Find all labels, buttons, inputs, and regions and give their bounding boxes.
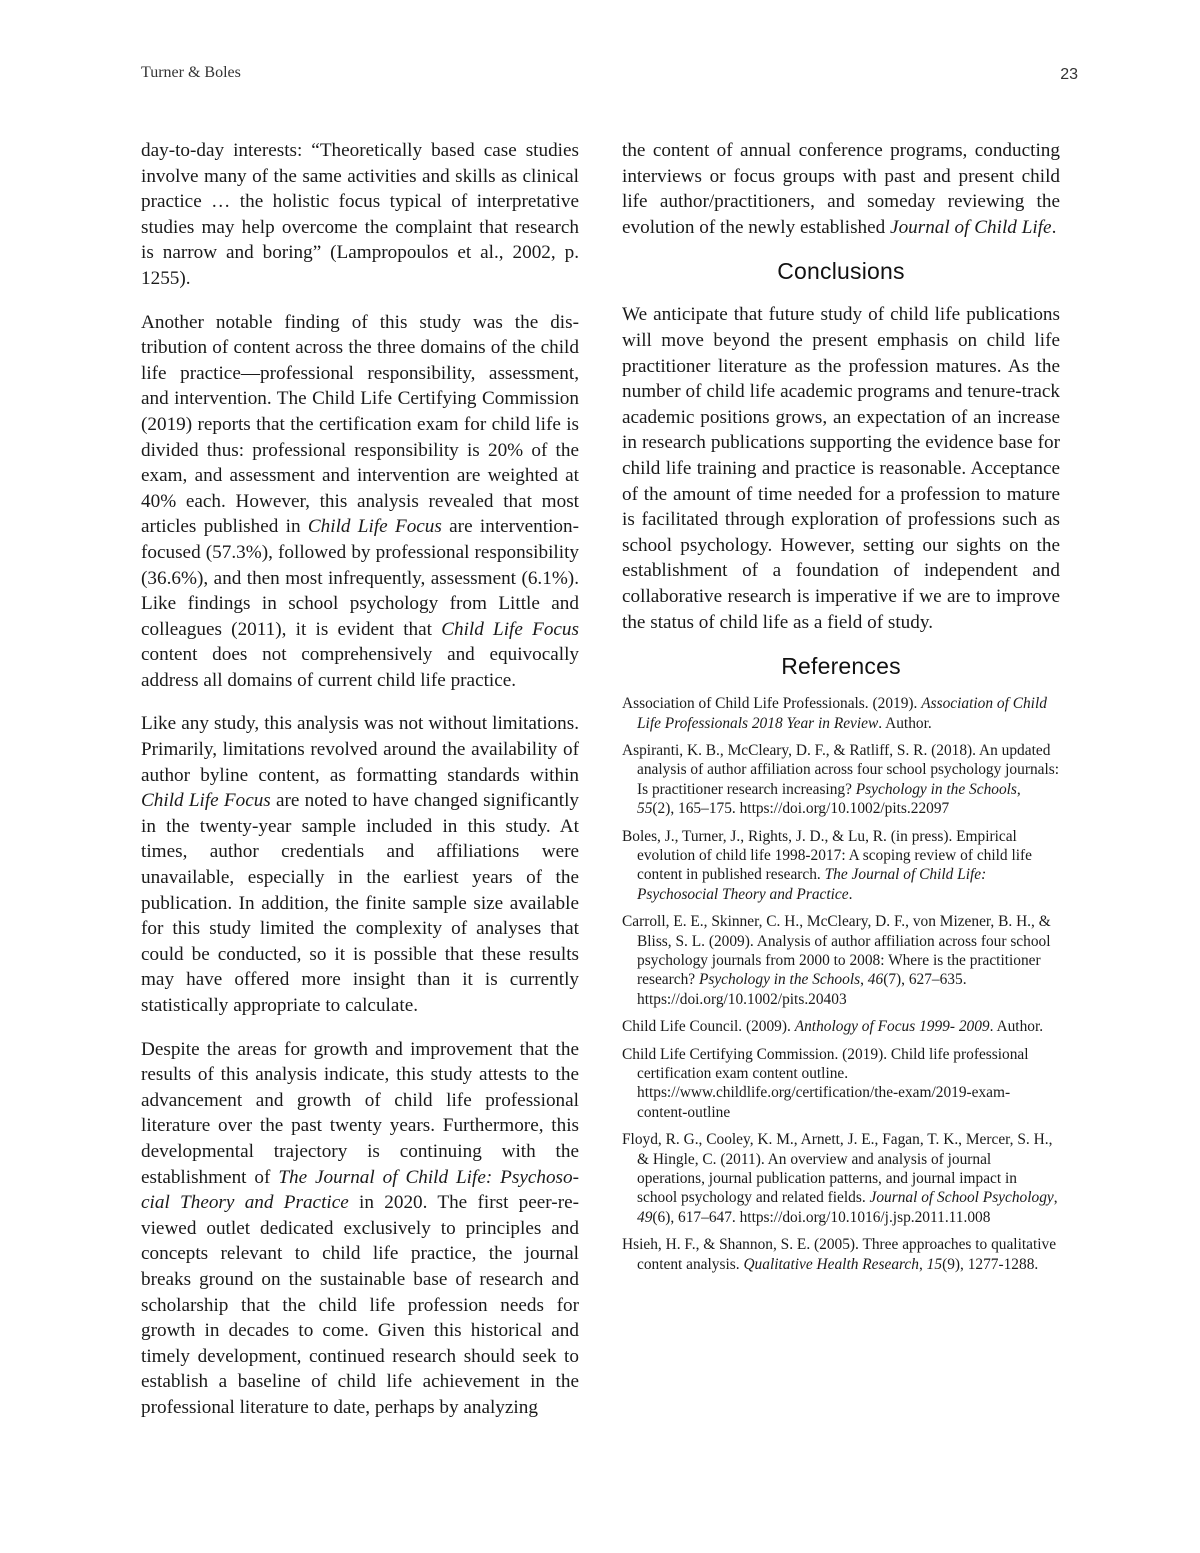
paragraph-text: . xyxy=(1051,216,1057,238)
reference-text: . Author. xyxy=(878,714,932,732)
reference-text: , xyxy=(1053,1189,1058,1207)
reference-volume: 55 xyxy=(637,800,653,818)
reference-text: , xyxy=(918,1255,927,1273)
reference-title: Journal of School Psychology xyxy=(869,1189,1054,1207)
reference-volume: 46 xyxy=(867,971,884,989)
italic-title: Child Life Focus xyxy=(141,790,271,812)
paragraph-text: content does not comprehensively and equivocally address all domains of current child life practice. xyxy=(141,644,579,691)
reference-title: Psychology in the Schools xyxy=(855,780,1017,798)
reference-entry xyxy=(622,1235,1060,1274)
reference-text: , xyxy=(1016,780,1021,798)
body-paragraph xyxy=(141,310,579,694)
reference-entry xyxy=(622,1130,1060,1227)
paragraph-text: day-to-day interests: “Theoretically based case studies involve many of the same activities and skills as clinical practice … the holistic focus typical of interpretative studies may help overcome the complaint that research is narrow and boring” (Lampropoulos et al., 2002, p. 1255). xyxy=(141,140,579,289)
paragraph-text: Despite the areas for growth and improvement that the results of this analysis indicate, this study attests to the advancement and growth of child life professional literature over the past twenty years. Furthermore, this developmental trajectory is continuing with the establishment of xyxy=(141,1038,579,1188)
reference-text: Hsieh, H. F., & Shannon, S. E. (2005). Three approaches to qualitative content analysis. xyxy=(622,1236,1057,1273)
reference-title: The Journal of Child Life: Psychosocial Theory and Practice xyxy=(637,866,987,903)
reference-text: Aspiranti, K. B., McCleary, D. F., & Ratliff, S. R. (2018). An updated analysis of author affiliation across four school psychology journals: Is practitioner research increasing? xyxy=(622,741,1060,798)
reference-text: Floyd, R. G., Cooley, K. M., Arnett, J. E., Fagan, T. K., Mercer, S. H., & Hingle, C. (2011). An overview and analysis of journal operations, journal publication patterns, and journal impact in school psychology and related fields. xyxy=(622,1131,1053,1207)
italic-title: Child Life Focus xyxy=(441,618,579,640)
italic-title: The Journal of Child Life: Psychosocial Theory and Practice xyxy=(141,1166,580,1214)
paragraph-text: in 2020. The first peer-reviewed outlet dedicated exclusively to principles and concepts relevant to child life practice, the journal breaks ground on the sustainable base of research and scholarship that the child life profession needs for growth in decades to come. Given this historical and timely development, continued research should seek to establish a baseline of child life achievement in the professional literature to date, perhaps by analyzing xyxy=(141,1192,579,1418)
reference-text: (6), 617–647. https://doi.org/10.1016/j.jsp.2011.11.008 xyxy=(652,1208,991,1226)
paragraph-text: the content of annual conference programs, conducting interviews or focus groups with past and present child life author/practitioners, and someday reviewing the evolution of the newly established xyxy=(622,140,1060,238)
reference-entry xyxy=(622,1017,1060,1036)
paragraph-text: are intervention-focused (57.3%), followed by professional responsibility (36.6%), and then most infrequently, assessment (6.1%). Like findings in school psychology from Little and colleagues (2011), it is evident that xyxy=(141,516,579,640)
reference-title: Association of Child Life Professionals 2018 Year in Review xyxy=(637,695,1047,732)
reference-entry xyxy=(622,1045,1060,1123)
reference-text: Child Life Council. (2009). xyxy=(622,1018,795,1036)
right-column xyxy=(622,138,1060,1282)
reference-title: Psychology in the Schools xyxy=(698,971,861,989)
body-paragraph xyxy=(141,711,579,1018)
reference-text: , xyxy=(860,971,868,989)
reference-text: (2), 165–175. https://doi.org/10.1002/pits.22097 xyxy=(652,800,950,818)
italic-title: Journal of Child Life xyxy=(890,216,1052,238)
body-paragraph xyxy=(141,1037,579,1421)
reference-text: . Author. xyxy=(989,1018,1044,1036)
reference-text: Association of Child Life Professionals. (2019). xyxy=(622,695,922,713)
references-heading: References xyxy=(781,653,901,680)
reference-text: Child Life Certifying Commission. (2019). Child life professional certification exam content outline. https://www.childlife.org/certification/the-exam/2019-exam-content-outline xyxy=(622,1045,1029,1121)
left-column xyxy=(141,138,579,1439)
reference-title: Qualitative Health Research xyxy=(743,1255,919,1273)
reference-entry xyxy=(622,694,1060,733)
conclusions-heading: Conclusions xyxy=(777,258,905,285)
reference-volume: 49 xyxy=(637,1208,653,1226)
paragraph-text: We anticipate that future study of child life publications will move beyond the present emphasis on child life practitioner literature as the profession matures. As the number of child life academic programs and tenure-track academic positions grows, an expectation of an increase in research publications supporting the evidence base for child life training and practice is reasonable. Acceptance of the amount of time needed for a profession to mature is facilitated through exploration of professions such as school psychology. However, setting our sights on the establishment of a foundation of independent and collaborative research is imperative if we are to improve the status of child life as a field of study. xyxy=(622,304,1060,633)
page-number: 23 xyxy=(1060,66,1078,83)
reference-text: Boles, J., Turner, J., Rights, J. D., & Lu, R. (in press). Empirical evolution of child life 1998-2017: A scoping review of child life content in published research. xyxy=(622,827,1032,884)
body-paragraph xyxy=(622,138,1060,240)
reference-volume: 15 xyxy=(926,1255,943,1273)
reference-entry xyxy=(622,741,1060,819)
paragraph-text: Another notable finding of this study was the distribution of content across the three domains of the child life practice—professional responsibility, assessment, and intervention. The Child Life Certifying Commission (2019) reports that the certification exam for child life is divided thus: professional responsibility is 20% of the exam, and assessment and intervention are weighted at 40% each. However, this analysis revealed that most articles published in xyxy=(141,311,579,538)
reference-entry xyxy=(622,827,1060,905)
paragraph-text: are noted to have changed significantly in the twenty-year sample included in this study. At times, author credentials and affiliations were unavailable, especially in the earliest years of the publication. In addition, the finite sample size available for this study limited the complexity of analyses that could be conducted, so it is possible that these results may have offered more insight than it is currently statistically appropriate to calculate. xyxy=(141,790,579,1016)
body-paragraph xyxy=(141,138,579,292)
reference-title: Anthology of Focus 1999- 2009 xyxy=(794,1018,990,1036)
italic-title: Child Life Focus xyxy=(307,516,442,538)
reference-entry xyxy=(622,912,1060,1009)
conclusions-paragraph xyxy=(622,302,1060,635)
reference-text: (7), 627–635. https://doi.org/10.1002/pits.20403 xyxy=(637,971,967,1008)
reference-text: . xyxy=(848,885,853,903)
running-head: Turner & Boles xyxy=(141,64,241,81)
reference-list xyxy=(622,694,1060,1274)
reference-text: (9), 1277-1288. xyxy=(942,1255,1039,1273)
paragraph-text: Like any study, this analysis was not without limitations. Primarily, limitations revolved around the availability of author byline content, as formatting standards within xyxy=(141,713,579,786)
reference-text: Carroll, E. E., Skinner, C. H., McCleary, D. F., von Mizener, B. H., & Bliss, S. L. (2009). Analysis of author affiliation across four school psychology journals from 2000 to 2008: Where is the practitioner research? xyxy=(622,913,1051,989)
